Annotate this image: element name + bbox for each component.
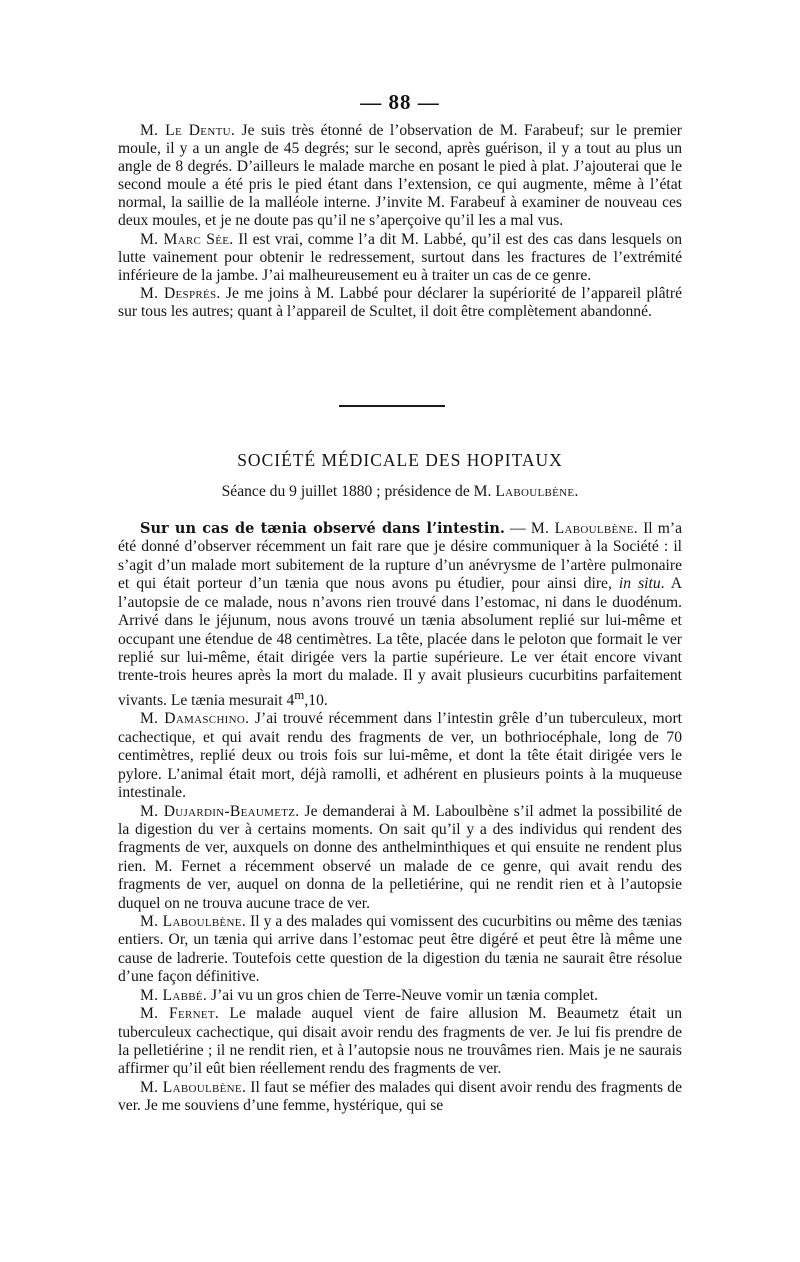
article-paragraph <box>118 520 682 710</box>
session-text: Séance du 9 juillet 1880 ; présidence de M. <box>221 483 496 500</box>
paragraph-text: Il faut se méfier des malades qui disent avoir rendu des fragments de ver. Je me souviens d’une femme, hystérique, qui se <box>118 1078 682 1115</box>
president-name: Laboulbène <box>495 483 575 500</box>
medical-discussion <box>118 520 682 1116</box>
section-title: SOCIÉTÉ MÉDICALE DES HOPITAUX <box>237 450 563 470</box>
paragraph <box>118 1079 682 1116</box>
speaker-name: M. Le Dentu. <box>140 122 236 139</box>
paragraph-text: Il est vrai, comme l’a dit M. Labbé, qu’il est des cas dans lesquels on lutte vainement pour obtenir le redressement, surtout dans les fractures de l’extrémité inférieure de la jambe. J’ai malheureusement eu à traiter un cas de ce genre. <box>118 230 682 284</box>
speaker-name: M. Marc Sée. <box>140 230 234 248</box>
paragraph-text: Il m’a été donné d’observer récemment un fait rare que je désire communiquer à la Société : il s’agit d’un malade mort subitement de la rupture d’un anévrysme de l’artère pulmonaire et qui était porteur d’un tænia que nous avons pu étudier, pour ainsi dire, <box>118 520 683 593</box>
article-title: Sur un cas de tænia observé dans l’intestin. <box>140 520 505 537</box>
paragraph-text: Je me joins à M. Labbé pour déclarer la supériorité de l’appareil plâtré sur tous les autres; quant à l’appareil de Scultet, il doit être complètement abandonné. <box>118 284 682 320</box>
title-dash: — <box>504 520 531 537</box>
session-end: . <box>574 483 579 500</box>
paragraph-text: . A l’autopsie de ce malade, nous n’avons rien trouvé dans l’estomac, ni dans le duodénum. Arrivé dans le jéjunum, nous avons trouvé un tænia absolument replié sur lui-même et occupant une étendue de 48 centimètres. La tête, placée dans le peloton que formait le ver replié sur lui-même, était dirigée vers la partie supérieure. Le ver était encore vivant trente-trois heures après la mort du malade. Il y avait plusieurs cucurbitins parfaitement vivants. Le tænia mesurait 4 <box>118 575 682 709</box>
paragraph-text: Il y a des malades qui vomissent des cucurbitins ou même des tænias entiers. Or, un tænia qui arrive dans l’estomac peut être digéré et peut être là même une cause de ladrerie. Toutefois cette question de la digestion du tænia ne saurait être résolue d’une façon définitive. <box>118 913 682 986</box>
paragraph <box>118 987 682 1005</box>
unit-superscript: m <box>294 686 305 702</box>
paragraph-text: ,10. <box>304 691 328 709</box>
paragraph-text: J’ai trouvé récemment dans l’intestin grêle d’un tuberculeux, mort cachectique, et qui avait rendu des fragments de ver, un bothriocéphale, long de 70 centimètres, replié deux ou trois fois sur lui-même, et dont la tête était dirigée vers le pylore. L’animal était mort, déjà ramolli, et adhérent en plusieurs points à la muqueuse intestinale. <box>118 710 683 802</box>
speaker-name: M. Labbé. <box>140 986 208 1004</box>
speaker-name: M. Laboulbène. <box>140 1078 247 1096</box>
section-divider <box>339 405 445 407</box>
paragraph <box>118 1005 682 1079</box>
paragraph <box>118 710 682 802</box>
paragraph <box>118 913 682 987</box>
speaker-name: M. Dujardin-Beaumetz. <box>140 802 300 820</box>
paragraph-text: Je suis très étonné de l’observation de M. Farabeuf; sur le premier moule, il y a un angle de 45 degrés; sur le second, après guérison, il y a tout au plus un angle de 8 degrés. D’ailleurs le malade marche en posant le pied à plat. J’ajouterai que le second moule a été pris le pied étant dans l’extension, ce qui augmente, même à l’état normal, la saillie de la malléole interne. J’invite M. Farabeuf à examiner de nouveau ces deux moules, et je ne doute pas qu’il ne s’aperçoive qu’il les a mal vus. <box>118 122 682 230</box>
paragraph <box>118 231 682 285</box>
surgical-discussion <box>118 122 682 321</box>
speaker-name: M. Després. <box>140 284 221 302</box>
paragraph <box>118 285 682 321</box>
paragraph-text: Le malade auquel vient de faire allusion M. Beaumetz était un tuberculeux cachectique, qui disait avoir rendu des fragments de ver. Je lui fis prendre de la pelletiérine ; il ne rendit rien, et à l’autopsie nous ne trouvâmes rien. Mais je ne saurais affirmer qu’il eût bien réellement rendu des fragments de ver. <box>118 1005 683 1078</box>
paragraph <box>118 122 682 231</box>
speaker-name: M. Fernet. <box>140 1005 220 1023</box>
speaker-name: M. Damaschino. <box>140 710 250 728</box>
speaker-name: M. Laboulbène. <box>140 913 247 931</box>
speaker-name: M. Laboulbène. <box>530 520 638 537</box>
paragraph-text: Je demanderai à M. Laboulbène s’il admet la possibilité de la digestion du ver à certains moments. On sait qu’il y a des individus qui rendent des fragments de ver, auxquels on donne des anthelminthiques et qui ensuite ne rendent plus rien. M. Fernet a récemment observé un malade de ce genre, qui avait rendu des fragments de ver, auquel on donna de la pelletiérine, qui ne rendit rien et à l’autopsie duquel on ne trouva aucune trace de ver. <box>118 802 682 912</box>
page-number: — 88 — <box>360 90 440 114</box>
paragraph <box>118 803 682 914</box>
paragraph-text: J’ai vu un gros chien de Terre-Neuve vomir un tænia complet. <box>207 986 599 1004</box>
session-line <box>0 483 800 501</box>
italic-phrase: in situ <box>618 575 661 593</box>
